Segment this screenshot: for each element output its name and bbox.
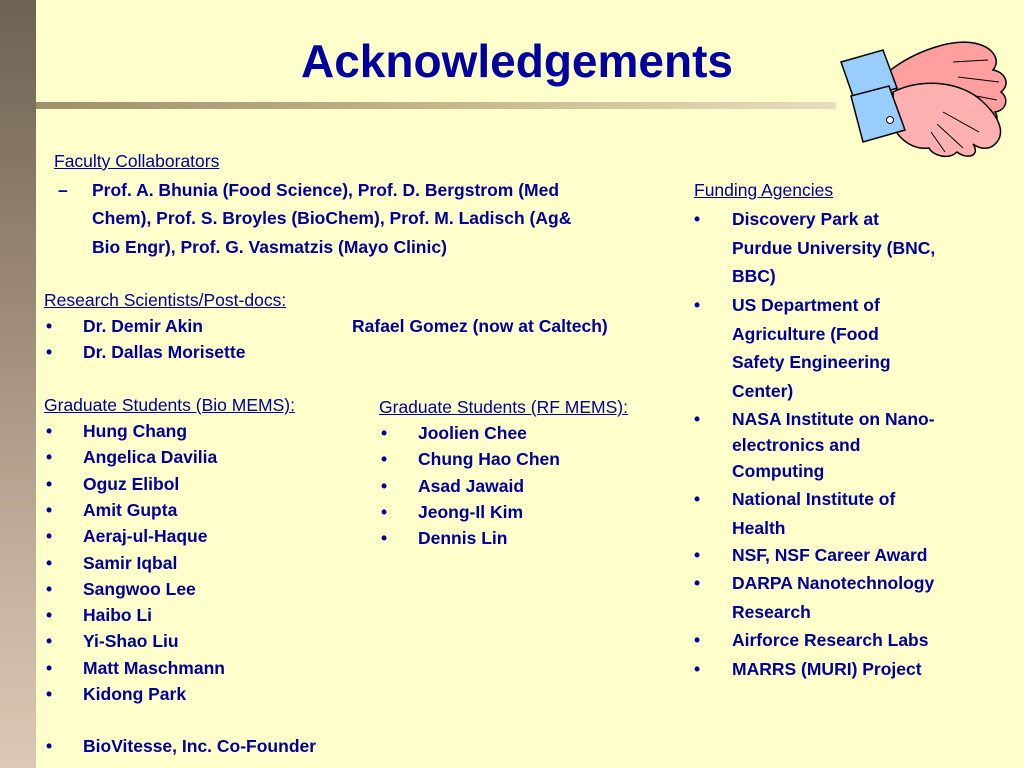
bullet: • (46, 421, 53, 441)
list-item: BioVitesse, Inc. Co-Founder (83, 736, 317, 756)
list-item: Asad Jawaid (418, 475, 525, 496)
list-item: Chung Hao Chen (418, 449, 560, 470)
bullet: • (381, 449, 388, 470)
funding-item-line: Health (732, 517, 786, 538)
list-item: Rafael Gomez (now at Caltech) (352, 316, 608, 336)
funding-item-line: MARRS (MURI) Project (732, 659, 922, 679)
bullet: • (46, 473, 53, 494)
list-item: Sangwoo Lee (83, 578, 196, 599)
funding-item-line: Agriculture (Food (732, 323, 879, 344)
welcoming-hands-icon (833, 32, 1011, 162)
list-item: Joolien Chee (418, 423, 527, 443)
list-item: Aeraj-ul-Haque (83, 526, 208, 547)
faculty-dash: – (58, 180, 68, 200)
funding-heading: Funding Agencies (694, 180, 834, 200)
list-item: Yi-Shao Liu (83, 631, 179, 652)
funding-item-line: US Department of (732, 295, 880, 315)
bullet: • (46, 447, 53, 468)
slide-title: Acknowledgements (301, 35, 733, 87)
list-item: Jeong-Il Kim (418, 501, 524, 522)
list-item: Samir Iqbal (83, 552, 178, 573)
faculty-heading: Faculty Collaborators (54, 151, 220, 171)
bullet: • (46, 657, 53, 678)
list-item: Dr. Dallas Morisette (83, 342, 246, 362)
faculty-line: Bio Engr), Prof. G. Vasmatzis (Mayo Clinic) (92, 237, 447, 257)
list-item: Hung Chang (83, 421, 188, 441)
bullet: • (46, 578, 53, 599)
list-item: Oguz Elibol (83, 473, 180, 494)
bullet: • (694, 659, 701, 679)
funding-item-line: Research (732, 601, 811, 622)
funding-item-line: Airforce Research Labs (732, 630, 929, 650)
bullet: • (46, 736, 53, 756)
bullet: • (694, 409, 701, 429)
bullet: • (381, 475, 388, 496)
funding-item-line: Purdue University (BNC, (732, 237, 936, 258)
bullet: • (46, 552, 53, 573)
list-item: Dennis Lin (418, 528, 508, 549)
funding-item-line: Center) (732, 380, 794, 401)
funding-item-line: BBC) (732, 266, 776, 286)
funding-item-line: National Institute of (732, 489, 896, 509)
funding-item-line: NASA Institute on Nano- (732, 409, 935, 429)
bullet: • (694, 573, 701, 593)
bullet: • (46, 605, 53, 626)
bullet: • (46, 499, 53, 520)
bullet: • (381, 501, 388, 522)
title-rule (36, 102, 836, 109)
list-item: Kidong Park (83, 684, 187, 704)
list-item: Angelica Davilia (83, 447, 218, 468)
bullet: • (694, 630, 701, 650)
bullet: • (46, 342, 53, 362)
list-item: Amit Gupta (83, 499, 178, 520)
bullet: • (694, 295, 701, 315)
funding-item-line: Computing (732, 461, 825, 481)
rf-mems-heading: Graduate Students (RF MEMS): (379, 397, 628, 417)
bullet: • (46, 631, 53, 652)
bullet: • (46, 526, 53, 547)
bio-mems-heading: Graduate Students (Bio MEMS): (44, 395, 295, 415)
bullet: • (694, 209, 701, 229)
bullet: • (381, 423, 388, 443)
funding-item-line: Safety Engineering (732, 352, 891, 372)
left-decorative-band (0, 0, 36, 768)
faculty-line: Prof. A. Bhunia (Food Science), Prof. D. Bergstrom (Med (92, 180, 560, 200)
research-heading: Research Scientists/Post-docs: (44, 290, 287, 310)
bullet: • (694, 545, 701, 565)
funding-item-line: NSF, NSF Career Award (732, 545, 928, 565)
bullet: • (381, 528, 388, 549)
list-item: Haibo Li (83, 605, 153, 626)
list-item: Matt Maschmann (83, 657, 225, 678)
faculty-line: Chem), Prof. S. Broyles (BioChem), Prof. M. Ladisch (Ag& (92, 208, 572, 228)
bullet: • (46, 316, 53, 336)
bullet: • (694, 489, 701, 509)
bullet: • (46, 684, 53, 704)
funding-item-line: Discovery Park at (732, 209, 879, 229)
funding-item-line: electronics and (732, 435, 861, 455)
funding-item-line: DARPA Nanotechnology (732, 573, 935, 593)
list-item: Dr. Demir Akin (83, 316, 203, 336)
